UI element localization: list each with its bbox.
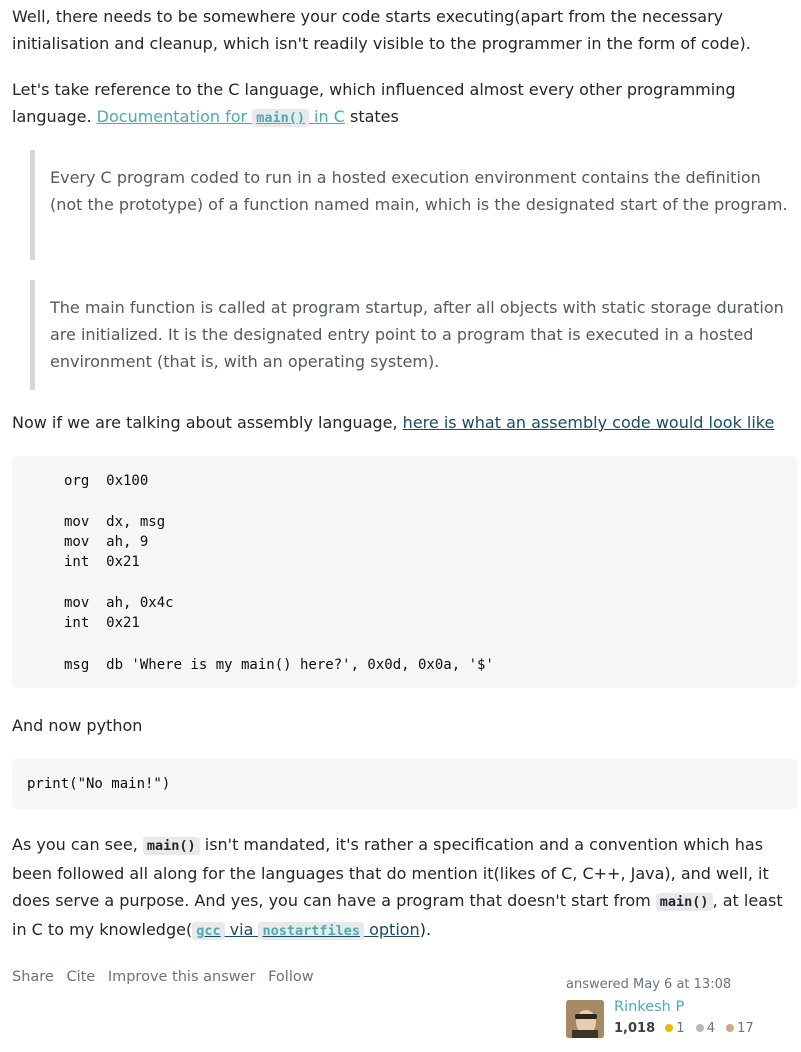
- code-line: int 0x21: [64, 615, 140, 631]
- assembly-code-block[interactable]: [12, 456, 797, 688]
- bronze-badge-count: 17: [737, 1021, 754, 1036]
- avatar-image: [566, 1000, 604, 1038]
- inline-code-main: main(): [656, 893, 713, 911]
- bronze-badge-icon: [726, 1024, 734, 1032]
- gold-badge-count: 1: [676, 1021, 685, 1036]
- post-actions: [12, 969, 322, 985]
- gcc-link-end: option: [364, 920, 420, 939]
- gcc-link-mid: via: [224, 920, 259, 939]
- gcc-nostartfiles-link[interactable]: [192, 920, 420, 939]
- code-line: int 0x21: [64, 554, 140, 570]
- gcc-link-code: gcc: [192, 922, 224, 940]
- improve-answer-link[interactable]: Improve this answer: [107, 969, 256, 985]
- assembly-example-link[interactable]: here is what an assembly code would look like: [402, 413, 775, 432]
- avatar[interactable]: [566, 1000, 604, 1038]
- paragraph-assembly: [12, 409, 797, 436]
- follow-link[interactable]: Follow: [268, 969, 314, 985]
- silver-badge-count: 4: [706, 1021, 715, 1036]
- share-link[interactable]: Share: [12, 969, 54, 985]
- gold-badge-icon: [665, 1024, 673, 1032]
- main-docs-link[interactable]: [97, 107, 345, 126]
- cite-link[interactable]: Cite: [66, 969, 96, 985]
- silver-badge-icon: [696, 1024, 704, 1032]
- code-line: mov ah, 9: [64, 534, 149, 550]
- main-docs-link-code: main(): [252, 109, 309, 127]
- user-name-link[interactable]: Rinkesh P: [614, 999, 685, 1015]
- quote-2-text: The main function is called at program startup, after all objects with static storage duration are initialized. It is the designated entry point to a program that is executed in a hosted environment (that is, with an operating system).: [50, 298, 784, 371]
- p2-text: Let's take reference to the C language, which influenced almost every other programming language.: [12, 80, 736, 126]
- paragraph-conclusion: [12, 831, 797, 945]
- code-line: print("No main!"): [27, 776, 171, 792]
- code-line: mov dx, msg: [64, 514, 166, 530]
- paragraph-python: And now python: [12, 716, 143, 735]
- reputation-score: 1,018: [614, 1021, 656, 1036]
- answered-timestamp: answered May 6 at 13:08: [566, 977, 732, 992]
- p5-text-c: , at least in C to my knowledge(: [12, 891, 783, 939]
- main-docs-link-suffix: in C: [308, 107, 345, 126]
- paragraph-intro: Well, there needs to be somewhere your code starts executing(apart from the necessary initialisation and cleanup, which isn't readily visible to the programmer in the form of code).: [12, 7, 751, 53]
- code-line: msg db 'Where is my main() here?', 0x0d, 0x0a, '$': [64, 657, 494, 673]
- code-line: mov ah, 0x4c: [64, 595, 174, 611]
- python-code-block[interactable]: [12, 759, 797, 809]
- blockquote-1: [30, 150, 795, 260]
- main-docs-link-text: Documentation for: [96, 107, 253, 126]
- user-stats: [614, 1021, 754, 1036]
- p5-text-a: As you can see,: [12, 835, 143, 854]
- quote-1-text: Every C program coded to run in a hosted execution environment contains the definition (not the prototype) of a function named main, which is the designated start of the program.: [50, 168, 788, 214]
- p3-text: Now if we are talking about assembly language,: [12, 413, 403, 432]
- p5-text-b: isn't mandated, it's rather a specification and a convention which has been followed all along for the languages that do mention it(likes of C, C++, Java), and well, it does serve a purpose. And yes, you can have a program that doesn't start from: [12, 835, 769, 910]
- p2-after: states: [344, 107, 399, 126]
- nostartfiles-link-code: nostartfiles: [258, 922, 364, 940]
- paragraph-c-reference: [12, 76, 797, 132]
- blockquote-2: [30, 280, 795, 390]
- p5-text-d: ).: [419, 920, 432, 939]
- code-line: org 0x100: [64, 473, 149, 489]
- user-signature: [566, 975, 796, 1045]
- inline-code-main: main(): [143, 837, 200, 855]
